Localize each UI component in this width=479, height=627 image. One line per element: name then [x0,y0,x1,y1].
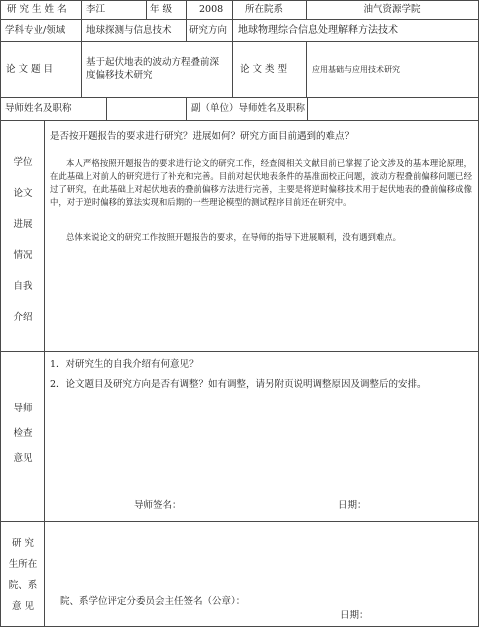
row-line-5 [0,351,479,352]
col-line-type [306,41,307,98]
side-label-1: 学位 [13,157,33,168]
self-intro-side-label [1,156,45,342]
col-line-advisor-a [106,97,107,121]
advisor-question-1: 1．对研究生的自我介绍有何意见？ [50,359,199,370]
side-label-6: 介绍 [13,312,33,323]
student-name-label: 研 究 生 姓 名 [7,4,67,15]
col-line-label [81,0,82,98]
self-intro-question: 是否按开题报告的要求进行研究？进展如何？研究方面目前遇到的难点？ [50,131,355,142]
direction-label: 研究方向 [189,25,228,36]
department-side-3: 院、系 [8,580,38,591]
self-intro-paragraph-2: 总体来说论文的研究工作按照开题报告的要求，在导师的指导下进展顺利，没有遇到难点。 [66,232,401,242]
self-intro-paragraph-1: 本人严格按照开题报告的要求进行论文的研究工作，经查阅相关文献目前已掌握了论文涉及的基本理论原理，在此基础上对前人的研究进行了补充和完善。目前对起伏地表条件的基准面校正问题，波动方程叠前偏移问题已经过了研究，在此基础上对起伏地表的叠前偏移方法进行完善，主要是将逆时偏移技术用于起伏地表的叠前偏移成像中，对于逆时偏移的算法实现和后期的一些理论模型的测试程序目前还在研究中。 [50,158,472,207]
direction-value: 地球物理综合信息处理解释方法技术 [238,25,398,36]
side-label-4: 情况 [13,250,33,261]
advisor-side-label [1,402,45,477]
col-line-advisor-c [307,97,308,121]
department-label: 所在院系 [245,4,284,15]
side-label-2: 论文 [13,188,33,199]
col-line-advisor-b [186,97,187,121]
department-date-label: 日期： [340,610,369,621]
department-side-2: 生所在 [8,559,38,570]
grade-label: 年 级 [150,4,173,15]
department-side-4: 意 见 [11,601,35,612]
advisor-label: 导师姓名及职称 [5,103,72,114]
advisor-side-2: 检查 [13,428,33,439]
thesis-type-value: 应用基础与应用技术研究 [312,65,400,74]
row-line-top [0,0,479,1]
advisor-side-1: 导师 [13,403,33,414]
thesis-title-value: 基于起伏地表的波动方程叠前深度偏移技术研究 [86,57,220,81]
advisor-question-2: 2．论文题目及研究方向是否有调整？如有调整，请另附页说明调整原因及调整后的安排。 [50,379,427,390]
grade-value: 2008 [199,4,224,15]
advisor-date-label: 日期： [338,500,367,511]
department-side-1: 研 究 [11,538,35,549]
thesis-title-label: 论 文 题 目 [6,64,54,75]
row-line-1 [0,19,479,20]
department-side-label [1,537,45,613]
side-label-5: 自我 [13,281,33,292]
row-line-2 [0,41,479,42]
department-signature-label: 院、系学位评定分委员会主任签名（公章）： [60,596,246,607]
major-value: 地球探测与信息技术 [86,25,172,36]
row-line-4 [0,120,479,121]
student-name-value: 李江 [86,4,106,15]
col-line-direction [186,19,187,42]
major-label: 学科专业/领域 [5,25,66,36]
side-label-3: 进展 [13,219,33,230]
advisor-signature-label: 导师签名： [134,500,182,511]
row-line-3 [0,97,479,98]
col-line-mid [232,0,233,98]
col-line-grade-r [186,0,187,20]
department-value: 油气资源学院 [363,4,421,15]
co-advisor-label: 副（单位）导师姓名及职称 [191,103,306,114]
thesis-type-label: 论 文 类 型 [240,64,288,75]
advisor-side-3: 意见 [13,453,33,464]
col-line-grade-l [146,0,147,20]
row-line-6 [0,521,479,522]
